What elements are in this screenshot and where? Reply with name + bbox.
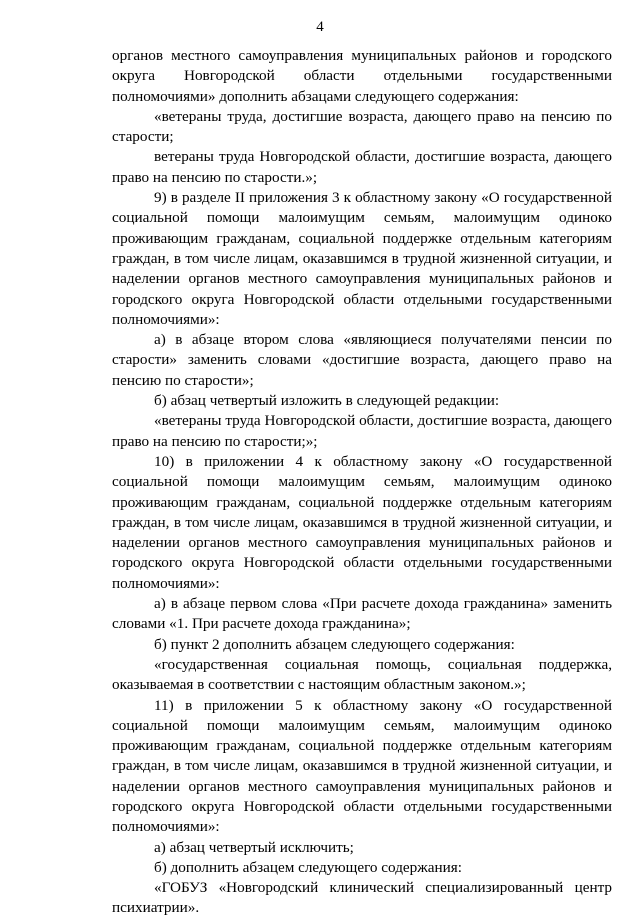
paragraph: ветераны труда Новгородской области, достигшие возраста, дающего право на пенсию по старости.»; (112, 148, 612, 186)
paragraph: б) абзац четвертый изложить в следующей редакции: (154, 392, 500, 410)
paragraph: а) в абзаце втором слова «являющиеся получателями пенсии по старости» заменить словами «достигшие возраста, дающего право на пенсию по старости»; (112, 331, 612, 389)
paragraph: 11) в приложении 5 к областному закону «О государственной социальной помощи малоимущим семьям, малоимущим одиноко проживающим гражданам, социальной поддержке отдельным категориям граждан, в том числе лицам, оказавшимся в трудной жизненной ситуации, и наделении органов местного самоуправления муниципальных районов и городского округа Новгородской области отдельными государственными полномочиями»: (112, 696, 612, 836)
document-body (112, 46, 612, 919)
paragraph: «ветераны труда Новгородской области, достигшие возраста, дающего право на пенсию по старости;»; (112, 412, 612, 450)
page-number: 4 (316, 19, 324, 35)
paragraph: б) пункт 2 дополнить абзацем следующего содержания: (154, 635, 515, 653)
paragraph: а) в абзаце первом слова «При расчете дохода гражданина» заменить словами «1. При расчете дохода гражданина»; (112, 595, 612, 633)
paragraph: б) дополнить абзацем следующего содержания: (154, 858, 462, 876)
paragraph: «ГОБУЗ «Новгородский клинический специализированный центр психиатрии». (112, 879, 612, 917)
paragraph: «государственная социальная помощь, социальная поддержка, оказываемая в соответствии с настоящим областным законом.»; (112, 655, 612, 694)
paragraph: «ветераны труда, достигшие возраста, дающего право на пенсию по старости; (112, 107, 612, 146)
paragraph: а) абзац четвертый исключить; (154, 838, 354, 856)
paragraph: 9) в разделе II приложения 3 к областному закону «О государственной социальной помощи малоимущим семьям, малоимущим одиноко проживающим гражданам, социальной поддержке отдельным категориям граждан, в том числе лицам, оказавшимся в трудной жизненной ситуации, и наделении органов местного самоуправления муниципальных районов и городского округа Новгородской области отдельными государственными полномочиями»: (112, 189, 612, 328)
paragraph: органов местного самоуправления муниципальных районов и городского округа Новгородской области отдельными государственными полномочиями» дополнить абзацами следующего содержания: (112, 47, 612, 105)
paragraph: 10) в приложении 4 к областному закону «О государственной социальной помощи малоимущим семьям, малоимущим одиноко проживающим гражданам, социальной поддержке отдельным категориям граждан, в том числе лицам, оказавшимся в трудной жизненной ситуации, и наделении органов местного самоуправления муниципальных районов и городского округа Новгородской области отдельными государственными полномочиями»: (112, 452, 612, 592)
